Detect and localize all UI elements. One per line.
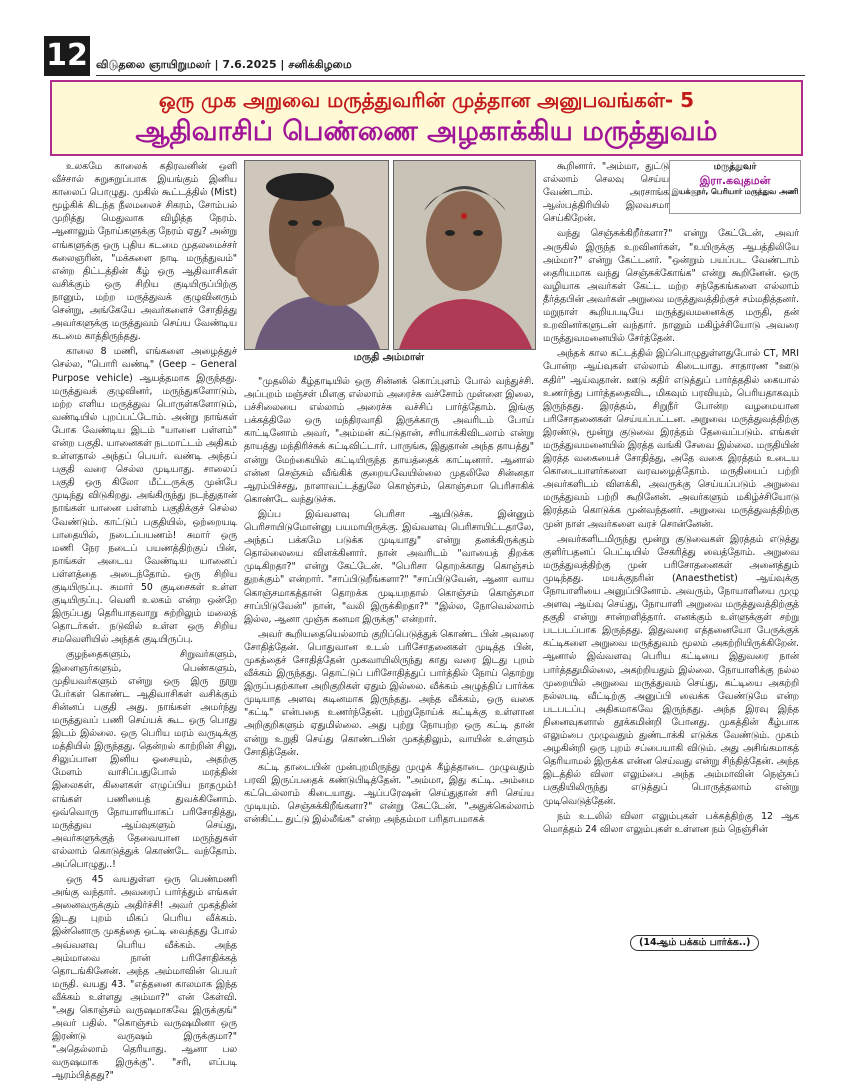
paragraph: இப்ப இவ்வளவு பெரிசா ஆயிடுச்சு. இன்னும் பெரிசாயிடுமோன்னு பயமாயிருக்கு. இவ்வளவு பெரிசாயிட்டதாலே, அந்தப் பக்கமே படுக்க முடியாது" என்று தனக்கிருக்கும் தொல்லையை விளக்கினார். நான் அவரிடம் "வாயைத் திறக்க முடிகிறதா?" என்று கேட்டேன். "பெரிசா தொறக்காது கொஞ்சம் துறக்கும்" என்றார். "சாப்பிடுறீங்களா?" "சாப்பிடுவேன், ஆனா வாய கொஞ்சமாகத்தான் தொறக்க முடியறதால் கொஞ்சம் கொஞ்சமா சாப்பிடுவேன்" நான், "வலி இருக்கிறதா?" "இல்ல, நோவெல்லாம் இல்ல, ஆனா முஞ்சு கனமா இருக்கு" என்றார்.: [244, 508, 534, 625]
paragraph: நம் உடலில் விலா எலும்புகள் பக்கத்திற்கு 12 ஆக மொத்தம் 24 விலா எலும்புகள் உள்ளன நம் நெஞ்சின்: [543, 810, 799, 835]
author-name: இரா.கவுதமன்: [699, 174, 771, 187]
page-number: 12: [44, 36, 90, 76]
patient-photo-before: [244, 160, 389, 350]
header-divider: [96, 75, 805, 76]
paragraph: காலை 8 மணி, எங்களை அழைத்துச் செல்ல, "பொரி வண்டி" (Geep – General Purpose vehicle) ஆயத்தமாக இருந்தது. மருத்துவக் குழுவினர், மருந்துகளோடும், மற்ற எளிய மருத்துவ பொருள்களோடும், வண்டியில் புறப்பட்டோம். அன்று நாங்கள் போக வேண்டிய இடம் "யானை பள்ளம்" என்ற பகுதி. யானைகள் நடமாட்டம் அதிகம் உள்ளதால் அந்தப் பெயர். வண்டி அந்தப் பகுதி வரை செல்ல முடியாது. சாலைப் பகுதி ஒரு கிலோ மீட்டருக்கு முன்பே முடிந்து விடுகிறது. அங்கிருந்து நடந்துதான் நாங்கள் யானை பள்ளம் பகுதிக்குச் செல்ல வேண்டும். காட்டுப் பகுதியில், ஒற்றையடி பாதையில், நடைப்பயணம்! சுமார் ஒரு மணி நேர நடைப் பயணத்திற்குப் பின், நாங்கள் அடைய வேண்டிய யானைப் பள்ளத்தை அடைந்தோம். ஒரு சிறிய குடியிருப்பு. சுமார் 50 குடிசைகள் உள்ள குடியிருப்பு. வெளி உலகம் என்ற ஒன்றே இருப்பது தெரியாதவாறு சுற்றிலும் மலைத் தொடர்கள். நடுவில் உள்ள ஒரு சிறிய சமவெளியில் அந்தக் குடியிருப்பு.: [52, 346, 237, 646]
photo-caption: மருதி அம்மாள்: [353, 352, 425, 363]
author-role: மருத்துவர்: [713, 162, 757, 172]
paragraph: ஒரு 45 வயதுள்ள ஒரு பெண்மணி அங்கு வந்தார். அவரைப் பார்த்தும் எங்கள் அனைவருக்கும் அதிர்ச்சி! அவர் முகத்தின் இடது புறம் மிகப் பெரிய வீக்கம். இன்னொரு முகத்தை ஒட்டி வைத்தது போல் அவ்வளவு பெரிய வீக்கம். அந்த அம்மாவை நான் பரிசோதிக்கத் தொடங்கினேன். அந்த அம்மாவின் பெயர் மருதி. வயது 43. "எத்தனை காலமாக இந்த வீக்கம் உள்ளது அம்மா?" என் கேள்வி. "அது கொஞ்சம் வருஷமாகவே இருக்குங்" அவர் பதில். "கொஞ்சம் வருஷமினா ஒரு இரண்டு வருஷம் இருக்குமா?" "அதெல்லாம் தெரியாது. ஆனா பல வருஷமாக இருக்கு". "சரி, எப்படி ஆரம்பித்தது?": [52, 874, 237, 1082]
headline-title: ஆதிவாசிப் பெண்ணை அழகாக்கிய மருத்துவம்: [135, 116, 718, 147]
paragraph: கட்டி தாடையின் முன்புறமிருந்து முழுக் கீழ்த்தாடை முழுவதும் பரவி இருப்பதைக் கண்டுபிடித்தேன். "அம்மா, இது கட்டி. அம்மை கட்டெல்லாம் கிடையாது. ஆப்பரேஷன் செய்துதான் சரி செய்ய முடியும். செஞ்சுக்கிறீங்களா?" என்று கேட்டேன். "அதுக்கெல்லாம் என்கிட்ட துட்டு இல்லீங்க" என்ற அந்தம்மா பரிதாபமாகக்: [244, 761, 534, 826]
headline-kicker: ஒரு முக அறுவை மருத்துவரின் முத்தான அனுபவங்கள்- 5: [158, 88, 695, 112]
article-column-2: [244, 375, 534, 960]
paragraph: "முதலில் கீழ்தாடியில் ஒரு சின்னக் கொப்புளம் போல் வந்துச்சி. அப்புறம் மஞ்சள் மிளகு எல்லாம் அரைச்சு வச்சோம் முள்ளை இலை, பச்சிலையை எல்லாம் அரைச்சு வச்சிப் பார்த்தோம். இங்கு பக்கத்திலே ஒரு மந்திரவாதி இருக்காரு அவரிடம் போய் காட்டினோம் அவர், "அம்மன் கட்டுதான், சரியாக்கிவிடலாம் என்று தாயத்து மந்திரிச்சுக் கட்டிவிட்டார். பாருங்க, இதுதான் அந்த தாயத்து" என்று மேற்கையில் கட்டியிருந்த தாயத்தைக் காட்டினார். ஆனால் என்ன செஞ்சும் வீங்கிக் குறையவேயில்லை முதலிலே சின்னதா ஆரம்பிச்சது, நாளாவட்டத்துலே கொஞ்சம், கொஞ்சமா பெரிசாகிக் கொண்டே வந்துடுச்சு.: [244, 376, 534, 505]
paragraph: உலகமே காலைக் கதிரவனின் ஒளி வீச்சால் சுறுசுறுப்பாக இயங்கும் இனிய காலைப் பொழுது. முகில் கூட்டத்தில் (Mist) மூழ்கிக் கிடந்த நீலமலைச் சிகரம், சோம்பல் முறித்து மெதுவாக விழித்த நேரம். ஆனாலும் நோய்களுக்கு நேரம் ஏது? அன்று எங்களுக்கு ஒரு புதிய கடமை முதலமைச்சர் கலைஞரின், "மக்களை நாடி மருத்துவம்" என்ற திட்டத்தின் கீழ் ஒரு ஆதிவாசிகள் வசிக்கும் ஒரு சிறிய குடியிருப்பிற்கு நானும், மற்ற மருத்துவக் குழுவினரும் சென்று, அங்கேயே அவர்களைச் சோதித்து அவர்களுக்கு மருத்துவம் செய்ய வேண்டிய கடமை காத்திருந்தது.: [52, 161, 237, 343]
paragraph: அந்தக் கால கட்டத்தில் இப்பொழுதுள்ளதுபோல் CT, MRI போன்ற ஆய்வுகள் எல்லாம் கிடையாது. சாதாரண "ஊடு கதிர்" ஆய்வுதான். ஊடு கதிர் எடுத்துப் பார்த்ததில் கையால் உணர்ந்து பார்த்ததைவிட, மிகவும் பரவியும், பெரியதாகவும் இருந்தது. இரத்தம், சிறுநீர் போன்ற வழமையான பரிசோதனைகள் செய்யப்பட்டன. அறுவை மருத்துவத்திற்கு இரண்டு, மூன்று குடுவை இரத்தம் தேவைப்படும். எங்கள் மருத்துவமனையில் இரத்த வங்கி சேவை இல்லை. மருதியின் இரத்த வகையைச் சோதித்து, அதே வகை இரத்தம் உடைய கொடையாளர்களை வரவழைத்தோம். மருதியைப் பற்றி அவர்களிடம் விளக்கி, அவருக்கு செய்யப்படும் அறுவை மருத்துவம் பற்றி கூறினேன். அவர்களும் மகிழ்ச்சியோடு இரத்தம் கொடுக்க முன்வந்தனர். அறுவை மருத்துவத்திற்கு முன் நாள் அவர்களை வரச் சொன்னேன்.: [543, 348, 799, 530]
author-designation: இயக்குநர், பெரியார் மருத்துவ அணி: [671, 187, 799, 196]
paragraph: வந்து செஞ்சுக்கிறீர்களா?" என்று கேட்டேன், அவர் அருகில் இருந்த உறவினர்கள், "உயிருக்கு ஆபத்திலியே அம்மா?" என்று கேட்டனர். "ஒன்றும் பயப்பட வேண்டாம் தைரியமாக வந்து செஞ்சுக்கோங்க" என்று கூறினேன். ஒரு வழியாக அவர்கள் கேட்ட மற்ற சந்தேகங்களை எல்லாம் தீர்த்தபின் அவர்கள் அறுவை மருத்துவத்திற்குச் சம்மதித்தனர். மறுநாள் கூறியபடியே மருத்துவமனைக்கு மருதி, தன் உறவினர்களுடன் வந்தார். நானும் மகிழ்ச்சியோடு அவரை மருத்துவமனையில் சேர்த்தேன்.: [543, 228, 799, 345]
author-box: [669, 160, 801, 214]
article-column-1: [52, 160, 237, 1082]
publication-line: விடுதலை ஞாயிறுமலர் | 7.6.2025 | சனிக்கிழமை: [96, 58, 352, 71]
article-column-3: [543, 160, 799, 960]
paragraph: குழந்தைகளும், சிறுவர்களும், இளைஞர்களும், பெண்களும், முதியவர்களும் என்று ஒரு இரு நூறு பேர்கள் கொண்ட ஆதிவாசிகள் வசிக்கும் சின்னப் பகுதி அது. நாங்கள் அமர்ந்து மருத்துவப் பணி செய்யக் கூட ஒரு பொது இடம் இல்லை. ஒரு பெரிய மரம் வருடிக்கு மத்தியில் இருந்தது. தென்றல் காற்றின் சிலு, சிலுப்பான இனிய ஓசையும், அதற்கு மேளம் வாசிப்பதுபோல் மரத்தின் இலைகள், கிளைகள் எழுப்பிய நாதமும்! எங்கள் பணியைத் துவக்கினோம். ஒவ்வொரு நோயாளியாகப் பரிசோதித்து, மருத்துவ ஆய்வுகளும் செய்து, அவர்களுக்குத் தேவையான மருந்துகள் எல்லாம் கொடுத்துக் கொண்டே வந்தோம். அப்பொழுது..!: [52, 649, 237, 870]
patient-after-illustration: [394, 161, 535, 349]
patient-before-illustration: [245, 161, 388, 349]
headline-box: [50, 80, 803, 156]
paragraph: அவர் கூறியதையெல்லாம் குறிப்பெடுத்துக் கொண்ட பின் அவரை சோதித்தேன். பொதுவான உடல் பரிசோதனைகள் முடித்த பின், முகத்தைச் சோதித்தேன் முகவாயிலிருந்து காது வரை இடது புறம் வீக்கம் இருந்தது. தொட்டுப் பரிசோதித்துப் பார்த்தில் நோய் தொற்று இருப்பதற்கான அறிகுறிகள் ஏதும் இல்லை. வீக்கம் அழுத்திப் பார்க்க முடியாத அளவு கடினமாக இருந்தது. அந்த வீக்கம், ஒரு வகை "கட்டி" என்பதை உணர்ந்தேன். புற்றுநோய்க் கட்டிக்கு உள்ளான அறிகுறிகளும் ஏதுமில்லை. அது புற்று நோயற்ற ஒரு கட்டி தான் என்று உறுதி செய்து கொண்டபின் முகத்திலும், வாயின் உள்ளும் சோதித்தேன்.: [244, 628, 534, 758]
paragraph: கூறினார். "அம்மா, துட்டு எல்லாம் செலவு செய்ய வேண்டாம். அரசாங்க ஆஸ்பத்திரியில் இலவசமா செய்கிறேன்.: [543, 161, 669, 225]
continued-note[interactable]: (14ஆம் பக்கம் பார்க்க..): [630, 935, 759, 951]
paragraph: அவர்களிடமிருந்து மூன்று குடுவைகள் இரத்தம் எடுத்து குளிர்பதனப் பெட்டியில் சேகரித்து வைத்தோம். அறுவை மருத்துவத்திற்கு முன் பரிசோதனைகள் அனைத்தும் முடிந்தது. மயக்குநரின் (Anaesthetist) ஆய்வுக்கு நோயாளியை அனுப்பினோம். அவரும், நோயாளியை முழு அளவு ஆய்வு செய்து, நோயாளி அறுவை மருத்துவத்திற்குத் தகுதி என்று சான்றளித்தார். எனக்கும் உள்ளுக்குள் சற்று படபடப்பாக இருந்தது. இதுவரை எத்தனையோ பேருக்குக் கட்டிகளை அறுவை மருத்துவம் மூலம் அகற்றியிருக்கிறேன். ஆனால் இவ்வளவு பெரிய கட்டியை இதுவரை நான் பார்த்ததுமில்லை, அகற்றியதும் இல்லை. நோயாளிக்கு நல்ல முறையில் அறுவை மருத்துவம் செய்து, கட்டியை அகற்றி நல்லபடி வீட்டிற்கு அனுப்பி வைக்க வேண்டுமே என்ற படபடப்பு அதிகமாகவே இருந்தது. அந்த இரவு இந்த நினைவுகளால் தூக்கமின்றி போனது. முகத்தின் கீழ்பாக எலும்பை முழுவதும் துண்டாக்கி எடுக்க வேண்டும். முகம் அழகின்றி ஒரு புறம் சப்பையாகி விடும். அது அசிங்கமாகத் தெரியாமல் இருக்க என்ன செய்வது என்று சிந்தித்தேன். அந்த இடத்தில் விலா எலும்பை அந்த அம்மாவின் நெஞ்சுப் பகுதியிலிருந்து எடுத்துப் பொருத்தலாம் என்று முடிவெடுத்தேன்.: [543, 533, 799, 807]
patient-photo-after: [393, 160, 536, 350]
